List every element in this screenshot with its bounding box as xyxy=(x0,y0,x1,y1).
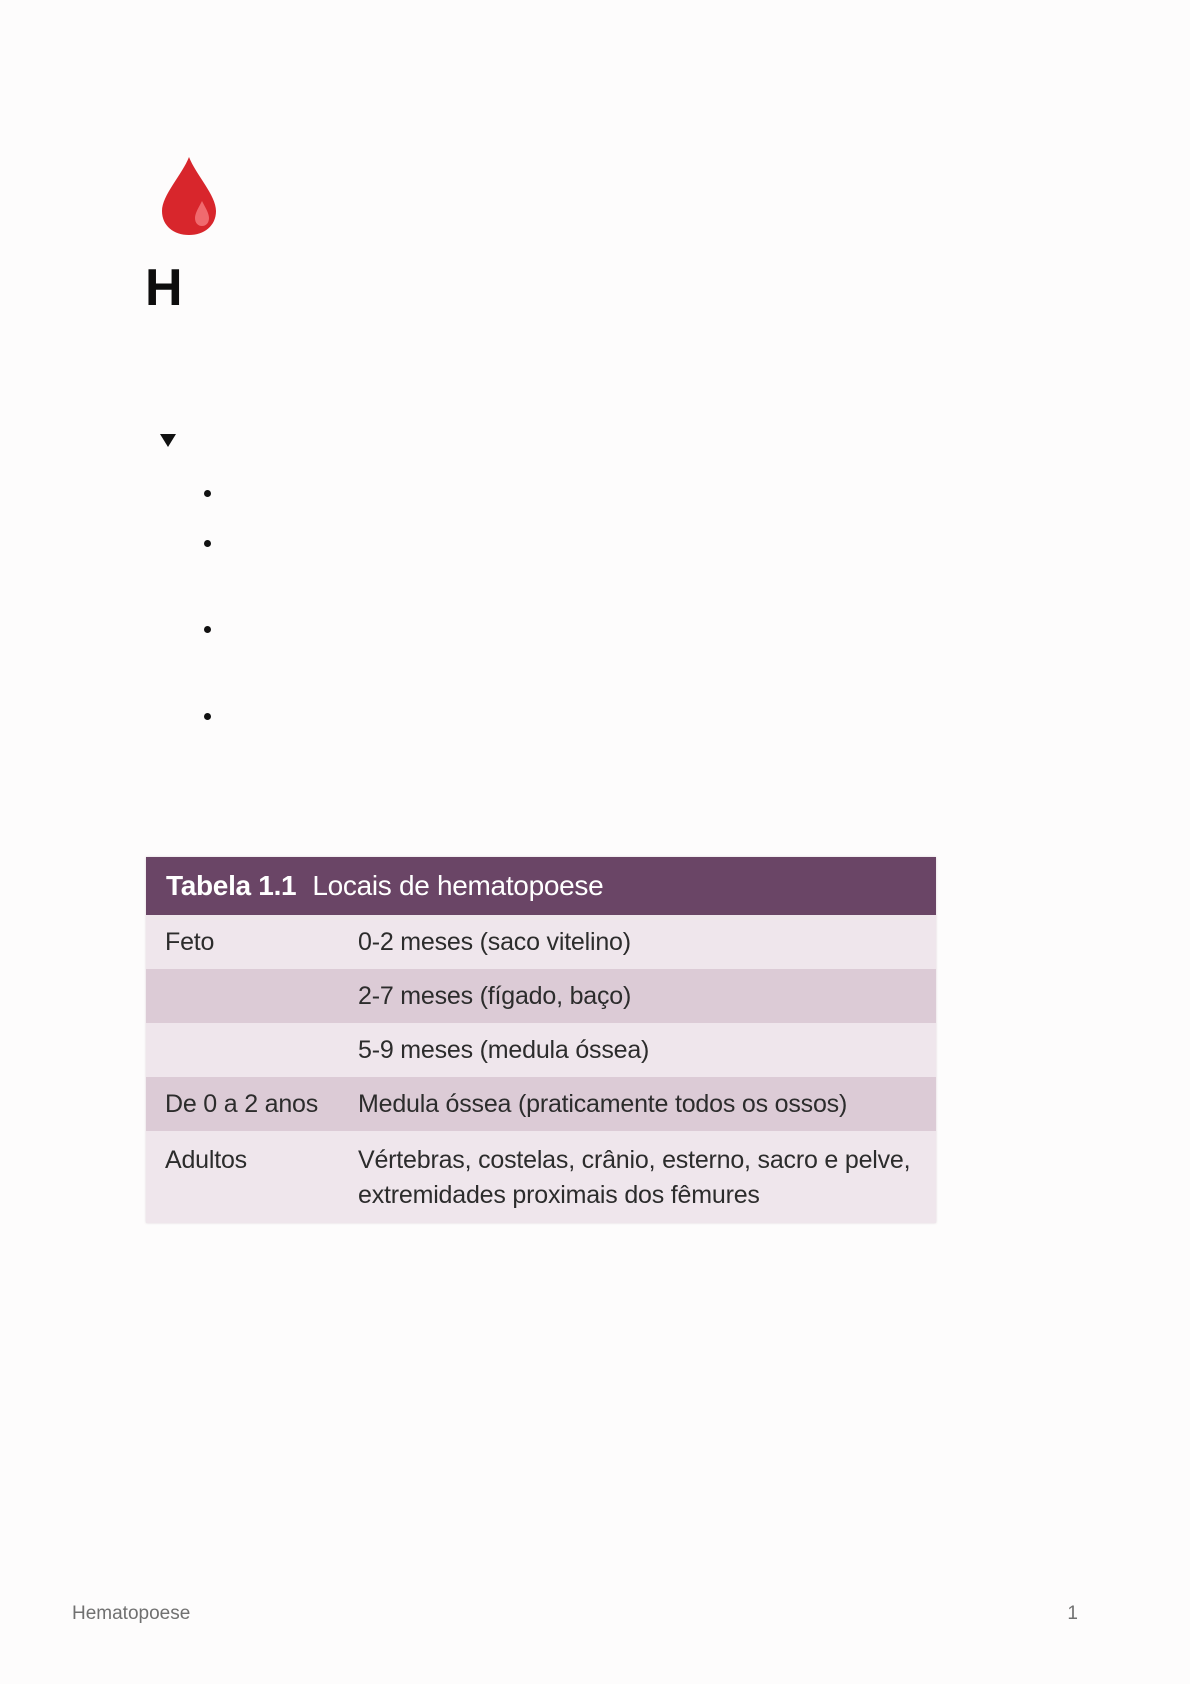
bullet-icon xyxy=(204,713,211,720)
table-cell-site: Medula óssea (praticamente todos os ossos) xyxy=(358,1089,848,1118)
table-cell-period: De 0 a 2 anos xyxy=(165,1089,319,1118)
table-row xyxy=(146,969,936,1023)
table-cell-site: 5-9 meses (medula óssea) xyxy=(358,1035,650,1064)
table-caption-text: Locais de hematopoese xyxy=(312,870,604,901)
hematopoiesis-sites-table xyxy=(146,857,936,1223)
table-caption xyxy=(146,857,936,915)
page-title: H xyxy=(145,259,183,317)
toggle-triangle-icon[interactable] xyxy=(160,434,176,447)
table-row xyxy=(146,915,936,969)
bullet-icon xyxy=(204,626,211,633)
table-cell-site: 2-7 meses (fígado, baço) xyxy=(358,981,632,1010)
table-row xyxy=(146,1023,936,1077)
table-cell-site: 0-2 meses (saco vitelino) xyxy=(358,927,631,956)
table-caption-label: Tabela 1.1 xyxy=(166,870,297,901)
blood-drop-icon xyxy=(158,155,220,237)
footer-doc-name: Hematopoese xyxy=(72,1603,191,1624)
bullet-icon xyxy=(204,490,211,497)
table-row xyxy=(146,1131,936,1223)
table-cell-period: Feto xyxy=(165,927,215,956)
bullet-icon xyxy=(204,540,211,547)
table-row xyxy=(146,1077,936,1131)
table-cell-period: Adultos xyxy=(165,1146,247,1174)
footer-page-number: 1 xyxy=(1067,1603,1078,1624)
table-cell-site: Vértebras, costelas, crânio, esterno, sacro e pelve, extremidades proximais dos fêmures xyxy=(358,1146,911,1209)
